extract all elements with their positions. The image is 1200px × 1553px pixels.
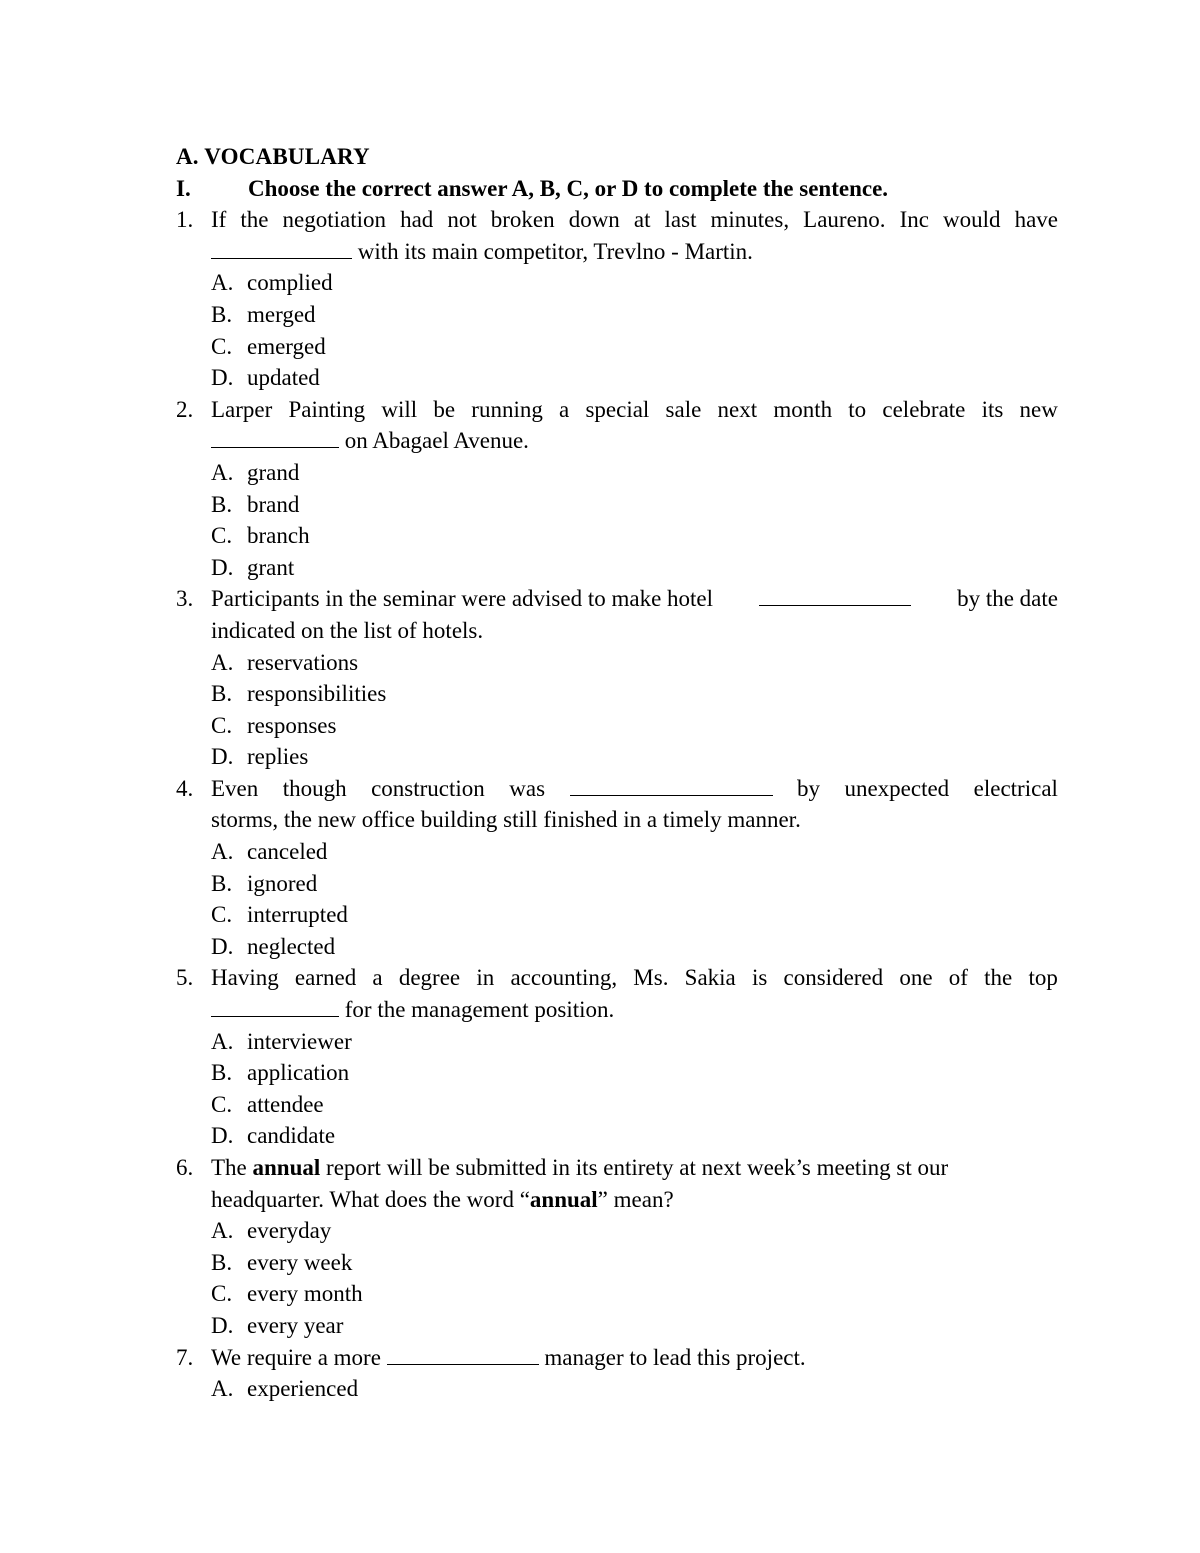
question-line: storms, the new office building still finished in a timely manner. xyxy=(211,807,801,833)
question-line: We require a more manager to lead this project. xyxy=(211,1342,1058,1374)
question-1 xyxy=(176,204,1058,267)
question-number: 3. xyxy=(176,586,194,612)
question-line xyxy=(211,773,1058,805)
option-c[interactable]: C. branch xyxy=(211,523,310,549)
question-line: Participants in the seminar were advised to make hotel by the date xyxy=(211,583,1058,615)
question-number: 2. xyxy=(176,396,194,422)
answer-blank xyxy=(570,773,773,796)
word: top xyxy=(1028,965,1058,991)
option-a[interactable]: A. complied xyxy=(211,270,333,296)
word: negotiation xyxy=(282,207,387,233)
word: would xyxy=(943,207,1001,233)
answer-blank xyxy=(211,236,352,259)
word: the xyxy=(984,965,1013,991)
word: a xyxy=(559,396,570,422)
word: be xyxy=(433,396,456,422)
word: sale xyxy=(665,396,702,422)
word: broken xyxy=(490,207,555,233)
word: Ms. xyxy=(633,965,669,991)
option-b[interactable]: B. responsibilities xyxy=(211,681,387,707)
word: celebrate xyxy=(882,396,966,422)
word: have xyxy=(1014,207,1058,233)
instruction xyxy=(176,173,1058,205)
option-d[interactable]: D. every year xyxy=(211,1312,344,1338)
option-d[interactable]: D. updated xyxy=(211,365,320,391)
instruction-text: Choose the correct answer A, B, C, or D to complete the sentence. xyxy=(248,175,889,201)
option-c[interactable]: C. every month xyxy=(211,1281,363,1307)
option-d[interactable]: D. replies xyxy=(211,744,309,770)
word: construction xyxy=(371,775,485,801)
word: degree xyxy=(398,965,461,991)
option-d[interactable]: D. grant xyxy=(211,554,295,580)
word: unexpected xyxy=(844,775,950,801)
word: Inc xyxy=(899,207,929,233)
question-text xyxy=(211,1342,1058,1374)
question-line: with its main competitor, Trevlno - Martin. xyxy=(211,236,1058,268)
word: If xyxy=(211,207,227,233)
question-line xyxy=(211,394,1058,426)
question-6 xyxy=(176,1152,1058,1215)
question-line: The annual report will be submitted in its entirety at next week’s meeting st our xyxy=(211,1155,949,1180)
question-5 xyxy=(176,962,1058,1025)
word: electrical xyxy=(973,775,1058,801)
question-number: 7. xyxy=(176,1344,194,1370)
word: in xyxy=(476,965,495,991)
option-a[interactable]: A. interviewer xyxy=(211,1028,352,1054)
question-7 xyxy=(176,1342,1058,1374)
option-d[interactable]: D. neglected xyxy=(211,933,336,959)
word: down xyxy=(568,207,620,233)
word: of xyxy=(948,965,968,991)
word: was xyxy=(509,775,546,801)
option-a[interactable]: A. everyday xyxy=(211,1218,332,1244)
answer-blank xyxy=(387,1342,539,1365)
word: accounting, xyxy=(510,965,618,991)
answer-blank xyxy=(211,994,339,1017)
word: one xyxy=(899,965,933,991)
question-number: 5. xyxy=(176,965,194,991)
word: next xyxy=(717,396,758,422)
word: Having xyxy=(211,965,279,991)
word: Painting xyxy=(288,396,366,422)
option-c[interactable]: C. emerged xyxy=(211,333,326,359)
option-c[interactable]: C. attendee xyxy=(211,1091,324,1117)
option-b[interactable]: B. application xyxy=(211,1060,350,1086)
word: its xyxy=(981,396,1004,422)
word: earned xyxy=(294,965,357,991)
question-number: 1. xyxy=(176,207,194,233)
word: Laureno. xyxy=(803,207,886,233)
word: will xyxy=(381,396,418,422)
question-line: for the management position. xyxy=(211,994,1058,1026)
option-b[interactable]: B. merged xyxy=(211,301,316,327)
word: running xyxy=(471,396,543,422)
question-text xyxy=(211,204,1058,267)
word: Larper xyxy=(211,396,273,422)
question-number: 6. xyxy=(176,1155,194,1180)
option-b[interactable]: B. brand xyxy=(211,491,300,517)
question-3 xyxy=(176,583,1058,646)
word: Sakia xyxy=(684,965,736,991)
question-line: headquarter. What does the word “annual” mean? xyxy=(211,1186,674,1212)
option-a[interactable]: A. reservations xyxy=(211,649,359,675)
word: had xyxy=(400,207,434,233)
question-line xyxy=(211,962,1058,994)
word: at xyxy=(633,207,651,233)
word: minutes, xyxy=(710,207,790,233)
word: considered xyxy=(783,965,884,991)
option-b[interactable]: B. every week xyxy=(211,1249,353,1275)
question-text xyxy=(211,1152,1058,1215)
word: to xyxy=(848,396,867,422)
option-a[interactable]: A. canceled xyxy=(211,839,328,865)
option-a[interactable]: A. grand xyxy=(211,459,300,485)
question-2 xyxy=(176,394,1058,457)
question-text xyxy=(211,773,1058,836)
answer-blank xyxy=(759,583,911,606)
word: month xyxy=(773,396,833,422)
word: special xyxy=(585,396,650,422)
keyword-annual: annual xyxy=(252,1155,321,1180)
word: not xyxy=(447,207,477,233)
option-c[interactable]: C. interrupted xyxy=(211,902,348,928)
question-text xyxy=(211,583,1058,646)
option-a[interactable]: A. experienced xyxy=(211,1376,359,1402)
word: the xyxy=(240,207,269,233)
word: though xyxy=(282,775,347,801)
word: by xyxy=(796,775,820,801)
question-number: 4. xyxy=(176,775,194,801)
question-4 xyxy=(176,773,1058,836)
instruction-number: I. xyxy=(176,175,191,201)
option-c[interactable]: C. responses xyxy=(211,712,337,738)
answer-blank xyxy=(211,425,339,448)
document-content xyxy=(176,141,1058,1405)
option-b[interactable]: B. ignored xyxy=(211,870,318,896)
question-line: on Abagael Avenue. xyxy=(211,425,1058,457)
word: new xyxy=(1019,396,1058,422)
question-text xyxy=(211,962,1058,1025)
question-line: indicated on the list of hotels. xyxy=(211,617,484,643)
section-title: A. VOCABULARY xyxy=(176,144,370,169)
question-line xyxy=(211,204,1058,236)
word: a xyxy=(372,965,383,991)
word: is xyxy=(751,965,768,991)
question-text xyxy=(211,394,1058,457)
word: Even xyxy=(211,775,259,801)
word: last xyxy=(664,207,697,233)
option-d[interactable]: D. candidate xyxy=(211,1123,336,1149)
keyword-annual: annual xyxy=(529,1186,598,1212)
